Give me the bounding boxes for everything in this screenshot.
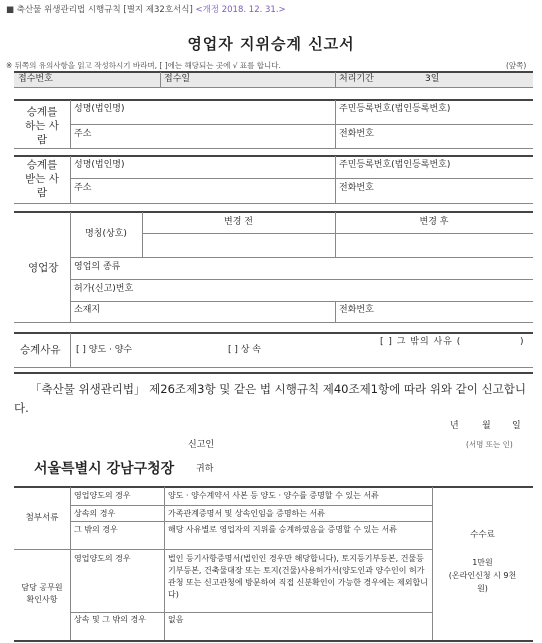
before-change-header: 변경 전 <box>224 217 253 227</box>
location-label: 소재지 <box>74 305 101 315</box>
transferee-name-label: 성명(법인명) <box>74 160 125 170</box>
recipient-office: 서울특별시 강남구청장 <box>34 461 175 477</box>
verify-case-transfer: 영업양도의 경우 <box>74 554 131 563</box>
after-change-header: 변경 후 <box>419 217 449 227</box>
attached-case-inheritance: 상속의 경우 <box>74 509 116 518</box>
law-reference: ■ 축산물 위생관리법 시행규칙 [별지 제32호서식] <개정 2018. 12. 31.> <box>6 5 286 15</box>
declaration-text: 「축산물 위생관리법」 제26조제3항 및 같은 법 시행규칙 제40조제1항에 따라 위와 같이 신고합니다. <box>14 382 526 415</box>
amendment-date: <개정 2018. 12. 31.> <box>195 5 286 15</box>
signature-note: (서명 또는 인) <box>466 440 513 449</box>
permit-number-label: 허가(신고)번호 <box>74 284 134 294</box>
attached-case-transfer: 영업양도의 경우 <box>74 491 131 500</box>
recipient-honorific: 귀하 <box>196 464 214 474</box>
attached-doc-transfer: 양도 · 양수계약서 사본 등 양도 · 양수를 증명할 수 있는 서류 <box>168 491 379 500</box>
page-title: 영업자 지위승계 신고서 <box>187 35 355 53</box>
processing-period-label: 처리기간 <box>339 74 374 84</box>
transferee-section-label: 승계를 받는 사 람 <box>25 159 59 199</box>
attached-doc-other: 해당 사유별로 영업자의 지위를 승계하였음을 증명할 수 있는 서류 <box>168 525 397 534</box>
verify-doc-other: 없음 <box>168 615 184 624</box>
fee-label: 수수료 <box>470 530 495 540</box>
form-notice: ※ 뒤쪽의 유의사항을 읽고 작성하시기 바라며, [ ]에는 해당되는 곳에 √ 표를 합니다. <box>6 61 281 70</box>
transferor-reg-number-label: 주민등록번호(법인등록번호) <box>339 104 451 114</box>
transferee-phone-label: 전화번호 <box>339 183 374 193</box>
reason-option-other-close: ) <box>520 337 524 347</box>
reason-option-other[interactable]: [ ] 그 밖의 사유 ( <box>380 337 462 347</box>
verify-case-other: 상속 및 그 밖의 경우 <box>74 615 146 624</box>
transferee-address-label: 주소 <box>74 183 92 193</box>
transferor-phone-label: 전화번호 <box>339 129 374 139</box>
transferor-section-label: 승계를 하는 사 람 <box>25 106 59 146</box>
reason-option-inheritance[interactable]: [ ] 상 속 <box>228 345 261 355</box>
reason-label: 승계사유 <box>20 344 61 356</box>
transferor-address-label: 주소 <box>74 129 92 139</box>
attached-doc-inheritance: 가족관계증명서 및 상속인임을 증명하는 서류 <box>168 509 326 518</box>
page-side: (앞쪽) <box>506 61 527 70</box>
transferee-reg-number-label: 주민등록번호(법인등록번호) <box>339 160 451 170</box>
attached-docs-label: 첨부서류 <box>25 513 59 523</box>
reason-option-transfer[interactable]: [ ] 양도 · 양수 <box>76 345 133 355</box>
receipt-number-label: 접수번호 <box>18 74 53 84</box>
applicant-label: 신고인 <box>188 440 215 450</box>
verify-doc-transfer: 법인 등기사항증명서(법인인 경우만 해당합니다), 토지등기부등본, 건물등기부등본, 건축물대장 또는 토지(건물)사용허가서(양도인과 양수인이 허가관청 또는 신고관청에 방문하여 직접 신분확인이 가능한 경우에는 제외합니다) <box>168 554 428 599</box>
business-type-label: 영업의 종류 <box>74 262 121 272</box>
date-day: 일 <box>512 421 521 431</box>
receipt-row-bg <box>14 72 533 87</box>
official-verification-label: 담당 공무원 확인사항 <box>21 583 63 604</box>
receipt-date-label: 접수일 <box>164 74 191 84</box>
fee-value: 1만원 (온라인신청 시 9천 원) <box>448 558 517 593</box>
attached-case-other: 그 밖의 경우 <box>74 525 118 534</box>
business-phone-label: 전화번호 <box>339 305 374 315</box>
business-section-label: 영업장 <box>28 262 59 274</box>
processing-period-value: 3일 <box>425 74 440 84</box>
business-name-label: 명칭(상호) <box>85 229 127 239</box>
transferor-name-label: 성명(법인명) <box>74 104 125 114</box>
date-month: 월 <box>482 421 491 431</box>
date-year: 년 <box>450 421 459 431</box>
